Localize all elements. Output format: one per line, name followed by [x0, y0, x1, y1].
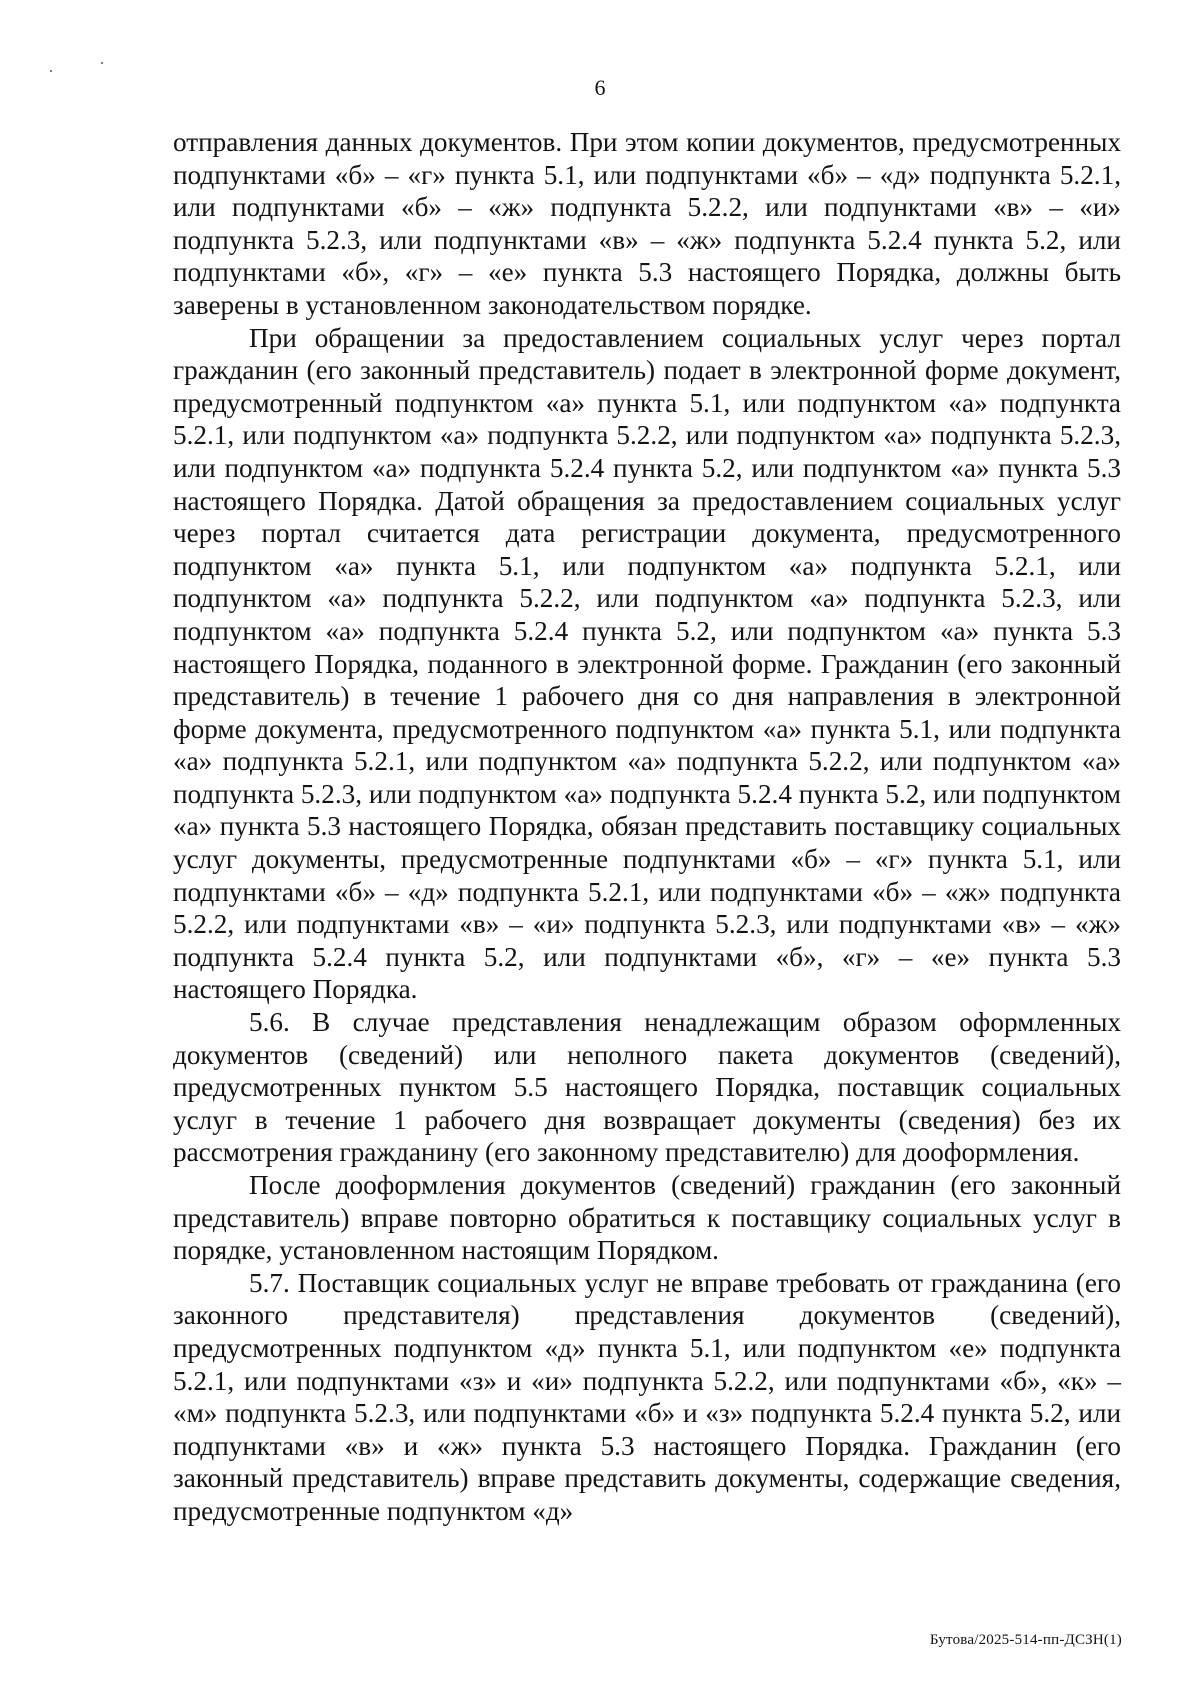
scan-speck [101, 62, 103, 64]
paragraph-resubmission: После дооформления документов (сведений) гражданин (его законный представитель) вправе повторно обратиться к поставщику социальных услуг в порядке, установленном настоящим Порядком. [173, 1170, 1121, 1266]
paragraph-portal-submission: При обращении за предоставлением социальных услуг через портал гражданин (его законный представитель) подает в электронной форме документ, предусмотренный подпунктом «а» пункта 5.1, или подпунктом «а» подпункта 5.2.1, или подпунктом «а» подпункта 5.2.2, или подпунктом «а» подпункта 5.2.3, или подпунктом «а» подпункта 5.2.4 пункта 5.2, или подпунктом «а» пункта 5.3 настоящего Порядка. Датой обращения за предоставлением социальных услуг через портал считается дата регистрации документа, предусмотренного подпунктом «а» пункта 5.1, или подпунктом «а» подпункта 5.2.1, или подпунктом «а» подпункта 5.2.2, или подпунктом «а» подпункта 5.2.3, или подпунктом «а» подпункта 5.2.4 пункта 5.2, или подпунктом «а» пункта 5.3 настоящего Порядка, поданного в электронной форме. Гражданин (его законный представитель) в течение 1 рабочего дня со дня направления в электронной форме документа, предусмотренного подпунктом «а» пункта 5.1, или подпункта «а» подпункта 5.2.1, или подпунктом «а» подпункта 5.2.2, или подпунктом «а» подпункта 5.2.3, или подпунктом «а» подпункта 5.2.4 пункта 5.2, или подпунктом «а» пункта 5.3 настоящего Порядка, обязан представить поставщику социальных услуг документы, предусмотренные подпунктами «б» – «г» пункта 5.1, или подпунктами «б» – «д» подпункта 5.2.1, или подпунктами «б» – «ж» подпункта 5.2.2, или подпунктами «в» – «и» подпункта 5.2.3, или подпунктами «в» – «ж» подпункта 5.2.4 пункта 5.2, или подпунктами «б», «г» – «е» пункта 5.3 настоящего Порядка. [173, 322, 1121, 1005]
document-body [173, 126, 1121, 1528]
paragraph-5-6: 5.6. В случае представления ненадлежащим образом оформленных документов (сведений) или неполного пакета документов (сведений), предусмотренных пунктом 5.5 настоящего Порядка, поставщик социальных услуг в течение 1 рабочего дня возвращает документы (сведения) без их рассмотрения гражданину (его законному представителю) для дооформления. [173, 1007, 1121, 1168]
paragraph-5-7: 5.7. Поставщик социальных услуг не вправе требовать от гражданина (его законного представителя) представления документов (сведений), предусмотренных подпунктом «д» пункта 5.1, или подпунктом «е» подпункта 5.2.1, или подпунктами «з» и «и» подпункта 5.2.2, или подпунктами «б», «к» – «м» подпункта 5.2.3, или подпунктами «б» и «з» подпункта 5.2.4 пункта 5.2, или подпунктами «в» и «ж» пункта 5.3 настоящего Порядка. Гражданин (его законный представитель) вправе представить документы, содержащие сведения, предусмотренные подпунктом «д» [173, 1267, 1121, 1526]
page-number: 6 [594, 75, 606, 100]
paragraph-continuation: отправления данных документов. При этом копии документов, предусмотренных подпунктами «б» – «г» пункта 5.1, или подпунктами «б» – «д» подпункта 5.2.1, или подпунктами «б» – «ж» подпункта 5.2.2, или подпунктами «в» – «и» подпункта 5.2.3, или подпунктами «в» – «ж» подпункта 5.2.4 пункта 5.2, или подпунктами «б», «г» – «е» пункта 5.3 настоящего Порядка, должны быть заверены в установленном законодательством порядке. [173, 127, 1121, 320]
scan-speck [50, 70, 52, 72]
document-footer-code: Бутова/2025-514-пп-ДСЗН(1) [929, 1632, 1122, 1648]
